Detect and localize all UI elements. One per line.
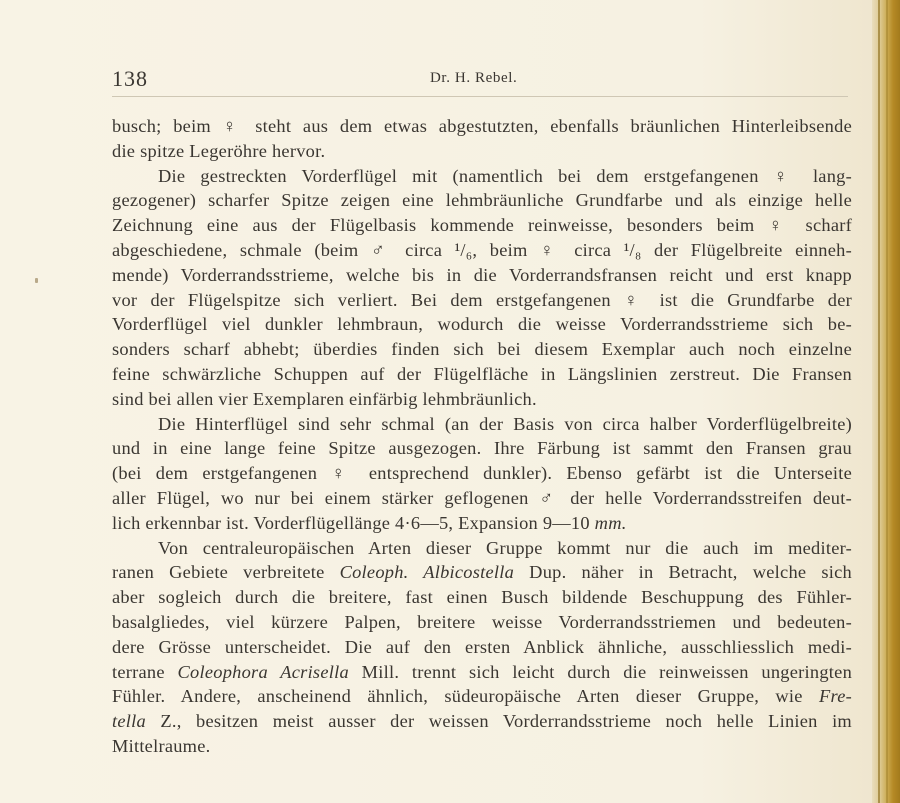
book-binding-edge <box>872 0 900 803</box>
text-line: lich erkennbar ist. Vorderflügellänge 4·6—5, Expansion 9—10 mm. <box>112 512 627 533</box>
text-line: Die Hinterflügel sind sehr schmal (an der Basis von circa halber Vorderflügelbreite) <box>158 413 852 434</box>
text-line: terrane Coleophora Acrisella Mill. trennt sich leicht durch die reinweissen ungeringten <box>112 661 853 682</box>
text-line: sonders scharf abhebt; überdies finden sich bei diesem Exemplar auch noch einzelne <box>112 339 852 360</box>
page-number: 138 <box>112 66 148 91</box>
text-line: Mittelraume. <box>112 735 211 756</box>
margin-mark <box>35 278 38 283</box>
text-line: mende) Vorderrandsstrieme, welche bis in die Vorderrandsfransen reicht und erst knapp <box>112 264 852 285</box>
text-line: vor der Flügelspitze sich verliert. Bei dem erstgefangenen ♀ ist die Grundfarbe der <box>112 289 852 310</box>
body-text <box>112 114 852 759</box>
text-line: ranen Gebiete verbreitete Coleoph. Albicostella Dup. näher in Betracht, welche sich <box>112 562 852 583</box>
text-line: dere Grösse unterscheidet. Die auf den ersten Anblick ähnliche, ausschliesslich medi- <box>112 636 852 657</box>
text-line: sind bei allen vier Exemplaren einfärbig lehmbräunlich. <box>112 388 537 409</box>
text-line: Vorderflügel viel dunkler lehmbraun, wodurch die weisse Vorderrandsstrieme sich be- <box>112 314 852 335</box>
text-line: Die gestreckten Vorderflügel mit (namentlich bei dem erstgefangenen ♀ lang- <box>158 165 852 186</box>
text-line: tella Z., besitzen meist ausser der weissen Vorderrandsstrieme noch helle Linien im <box>112 711 852 732</box>
running-title: Dr. H. Rebel. <box>430 70 518 86</box>
text-line: feine schwärzliche Schuppen auf der Flügelfläche in Längslinien zerstreut. Die Fransen <box>112 363 852 384</box>
text-line: und in eine lange feine Spitze ausgezogen. Ihre Färbung ist sammt den Fransen grau <box>112 438 852 459</box>
text-line: gezogener) scharfer Spitze zeigen eine lehmbräunliche Grundfarbe und als einzige helle <box>112 190 852 211</box>
text-line: aber sogleich durch die breitere, fast einen Busch bildende Beschuppung des Fühler- <box>112 587 852 608</box>
text-line: Fühler. Andere, anscheinend ähnlich, südeuropäische Arten dieser Gruppe, wie Fre- <box>112 686 852 707</box>
page-header <box>112 66 856 92</box>
text-line: Zeichnung eine aus der Flügelbasis kommende reinweisse, besonders beim ♀ scharf <box>112 215 852 236</box>
text-line: abgeschiedene, schmale (beim ♂ circa ¹/₆, beim ♀ circa ¹/₈ der Flügelbreite einneh- <box>112 239 852 260</box>
text-line: Von centraleuropäischen Arten dieser Gruppe kommt nur die auch im mediter- <box>158 537 852 558</box>
text-line: basalgliedes, viel kürzere Palpen, breitere weisse Vorderrandsstriemen und bedeuten- <box>112 611 852 632</box>
text-line: die spitze Legeröhre hervor. <box>112 140 326 161</box>
text-line: busch; beim ♀ steht aus dem etwas abgestutzten, ebenfalls bräunlichen Hinterleibsende <box>112 116 852 136</box>
text-line: aller Flügel, wo nur bei einem stärker geflogenen ♂ der helle Vorderrandsstreifen deut- <box>112 487 852 508</box>
header-rule <box>112 96 848 97</box>
text-line: (bei dem erstgefangenen ♀ entsprechend dunkler). Ebenso gefärbt ist die Unterseite <box>112 463 852 484</box>
